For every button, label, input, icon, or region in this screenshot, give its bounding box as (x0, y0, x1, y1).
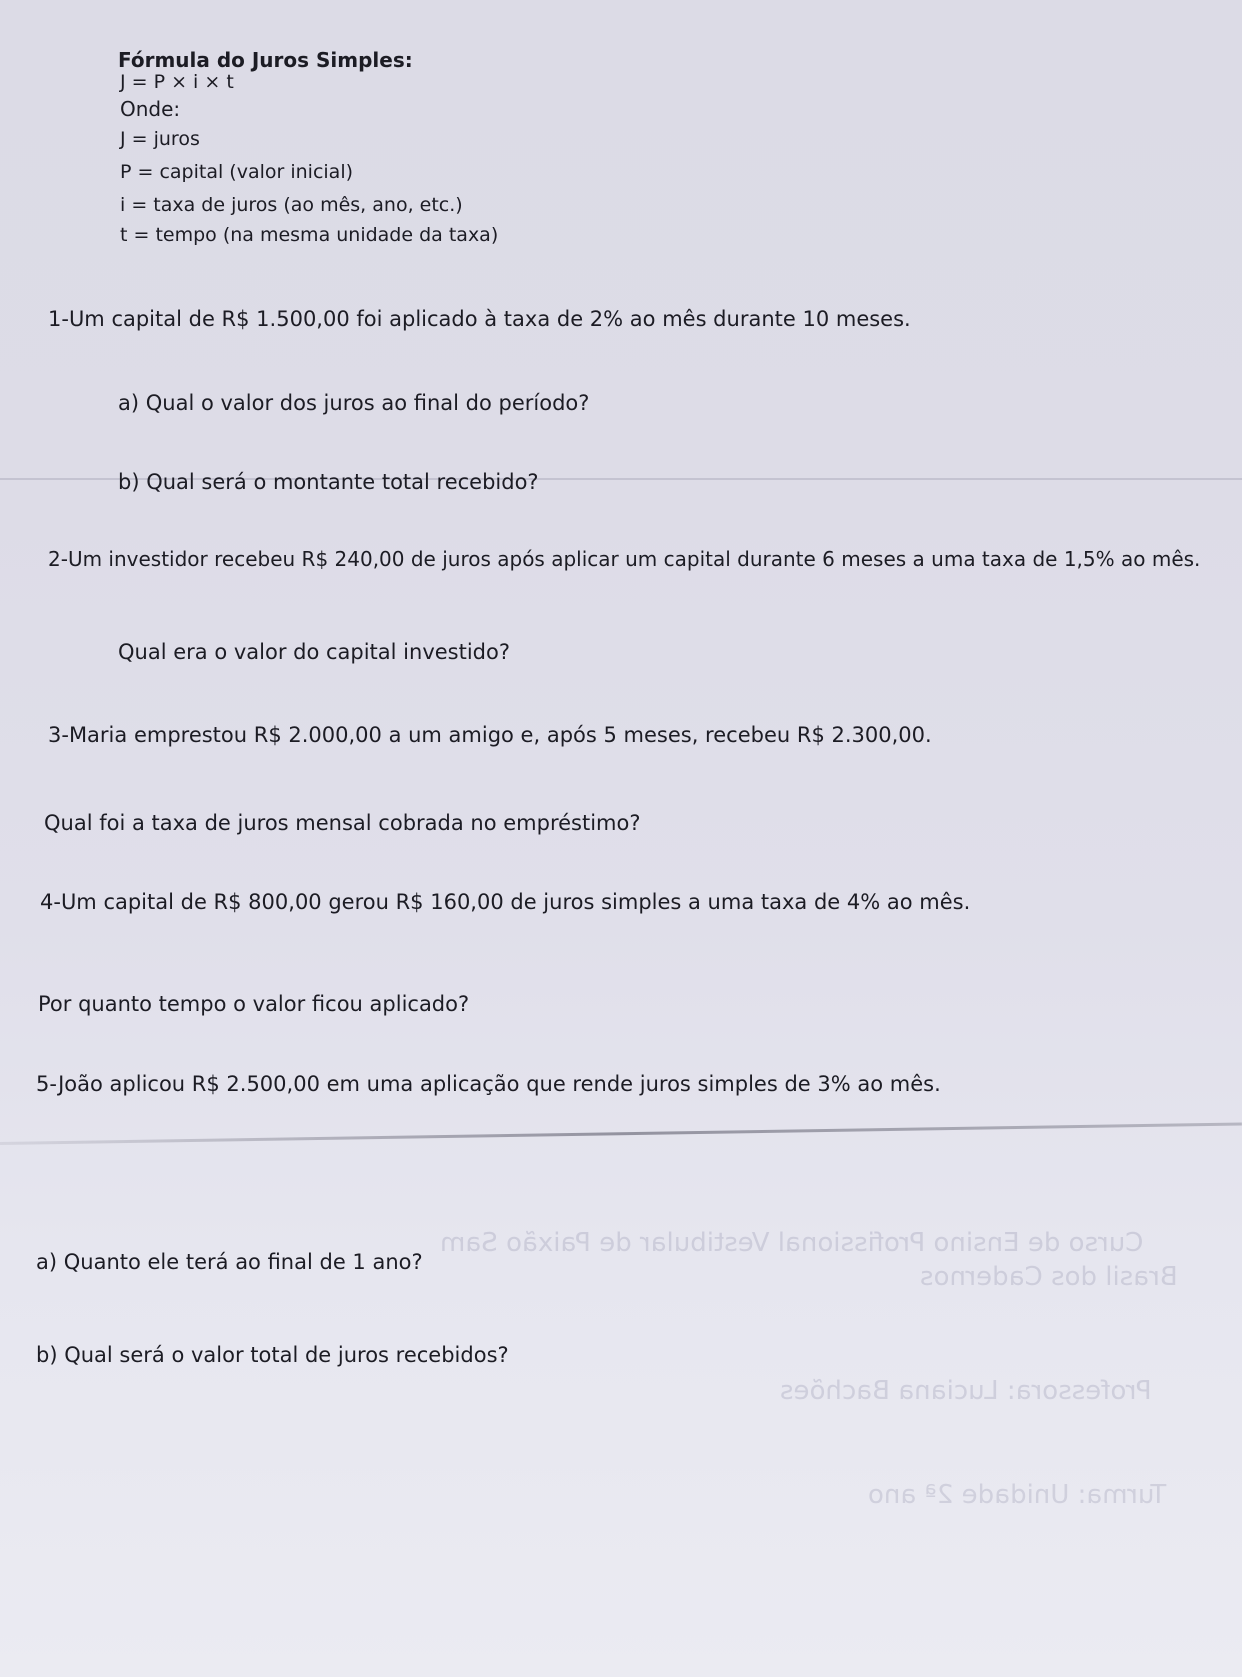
where-label: Onde: (120, 97, 181, 121)
formula-equation: J = P × i × t (120, 71, 234, 93)
question-3-question: Qual foi a taxa de juros mensal cobrada no empréstimo? (44, 811, 641, 835)
question-4-statement: 4-Um capital de R$ 800,00 gerou R$ 160,00 de juros simples a uma taxa de 4% ao mês. (40, 890, 971, 914)
definition-i: i = taxa de juros (ao mês, ano, etc.) (120, 194, 463, 216)
definition-p: P = capital (valor inicial) (120, 161, 354, 183)
question-5a: a) Quanto ele terá ao final de 1 ano? (36, 1250, 423, 1274)
question-5-statement: 5-João aplicou R$ 2.500,00 em uma aplicação que rende juros simples de 3% ao mês. (36, 1072, 941, 1096)
bleed-through-text: Curso de Ensino Profissional Vestibular de Paixão Sam (440, 1228, 1144, 1258)
question-2-statement: 2-Um investidor recebeu R$ 240,00 de juros após aplicar um capital durante 6 meses a uma taxa de 1,5% ao mês. (48, 547, 1201, 571)
bleed-through-text: Turma: Unidade 2ª ano (868, 1480, 1167, 1510)
question-5b: b) Qual será o valor total de juros recebidos? (36, 1343, 509, 1367)
question-2-question: Qual era o valor do capital investido? (118, 640, 510, 664)
definition-j: J = juros (120, 128, 200, 150)
question-1-statement: 1-Um capital de R$ 1.500,00 foi aplicado à taxa de 2% ao mês durante 10 meses. (48, 307, 911, 331)
definition-t: t = tempo (na mesma unidade da taxa) (120, 224, 499, 246)
paper-crease (0, 1122, 1242, 1145)
bleed-through-text: Brasil dos Cadernos (920, 1262, 1178, 1292)
question-4-question: Por quanto tempo o valor ficou aplicado? (38, 992, 470, 1016)
formula-title: Fórmula do Juros Simples: (118, 48, 413, 72)
question-3-statement: 3-Maria emprestou R$ 2.000,00 a um amigo e, após 5 meses, recebeu R$ 2.300,00. (48, 723, 932, 747)
question-1b: b) Qual será o montante total recebido? (118, 470, 539, 494)
bleed-through-text: Professora: Luciana Bachões (780, 1376, 1152, 1406)
question-1a: a) Qual o valor dos juros ao final do período? (118, 391, 590, 415)
